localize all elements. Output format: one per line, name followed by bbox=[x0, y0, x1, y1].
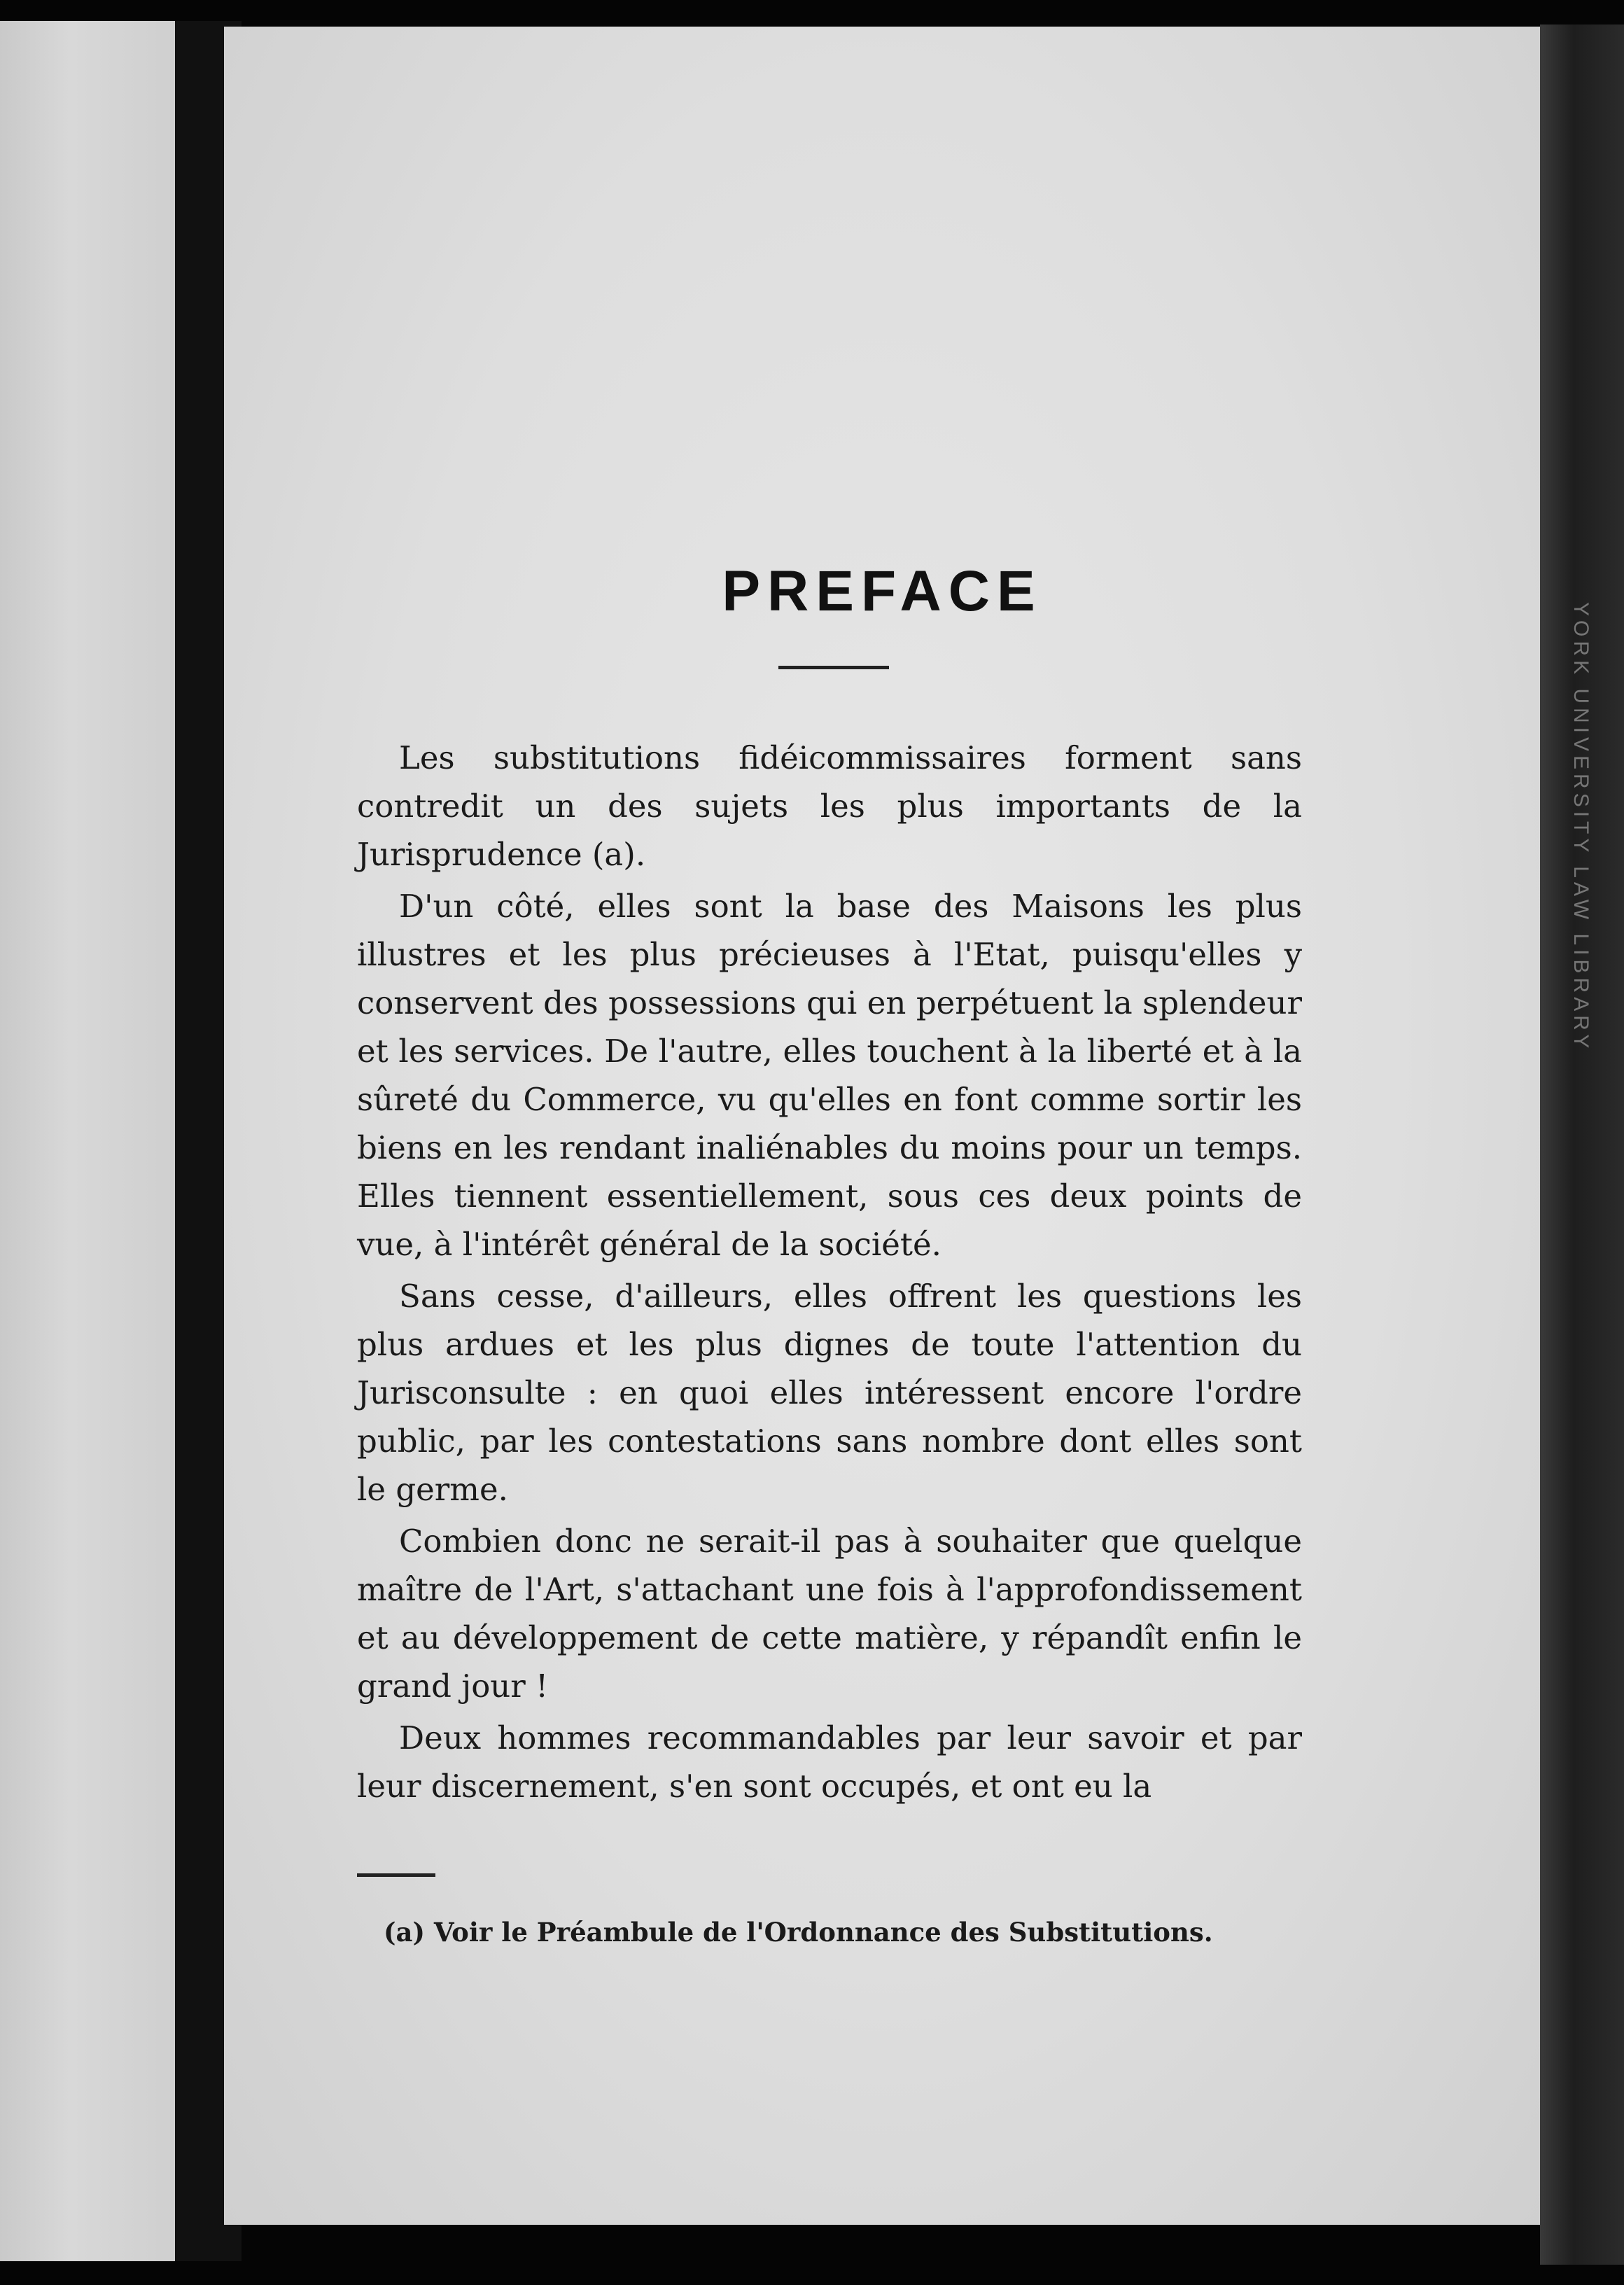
paragraph-1: Les substitutions fidéicommissaires forment sans contredit un des sujets les plus importants de la Jurisprudence (a). bbox=[357, 739, 1302, 873]
library-stamp: YORK UNIVERSITY LAW LIBRARY bbox=[1569, 602, 1592, 1053]
scanned-page bbox=[224, 27, 1540, 2225]
title-divider bbox=[778, 666, 889, 669]
body-text bbox=[357, 734, 1302, 1814]
paragraph-3: Sans cesse, d'ailleurs, elles offrent les questions les plus ardues et les plus dignes de toute l'attention du Jurisconsulte : en quoi elles intéressent encore l'ordre public, par les contestations sans nombre dont elles sont le germe. bbox=[357, 1278, 1302, 1508]
paragraph-5: Deux hommes recommandables par leur savoir et par leur discernement, s'en sont occupés, et ont eu la bbox=[357, 1719, 1302, 1805]
footnote: (a) Voir le Préambule de l'Ordonnance des Substitutions. bbox=[384, 1917, 1213, 1948]
paragraph-4: Combien donc ne serait-il pas à souhaiter que quelque maître de l'Art, s'attachant une fois à l'approfondissement et au développement de cette matière, y répandît enfin le grand jour ! bbox=[357, 1523, 1302, 1705]
footnote-divider bbox=[357, 1873, 435, 1877]
page-title: PREFACE bbox=[722, 559, 1042, 623]
left-facing-page-edge bbox=[0, 21, 175, 2261]
paragraph-2: D'un côté, elles sont la base des Maisons les plus illustres et les plus précieuses à l'Etat, puisqu'elles y conservent des possessions qui en perpétuent la splendeur et les services. De l'autre, elles touchent à la liberté et à la sûreté du Commerce, vu qu'elles en font comme sortir les biens en les rendant inaliénables du moins pour un temps. Elles tiennent essentiellement, sous ces deux points de vue, à l'intérêt général de la société. bbox=[357, 888, 1302, 1263]
